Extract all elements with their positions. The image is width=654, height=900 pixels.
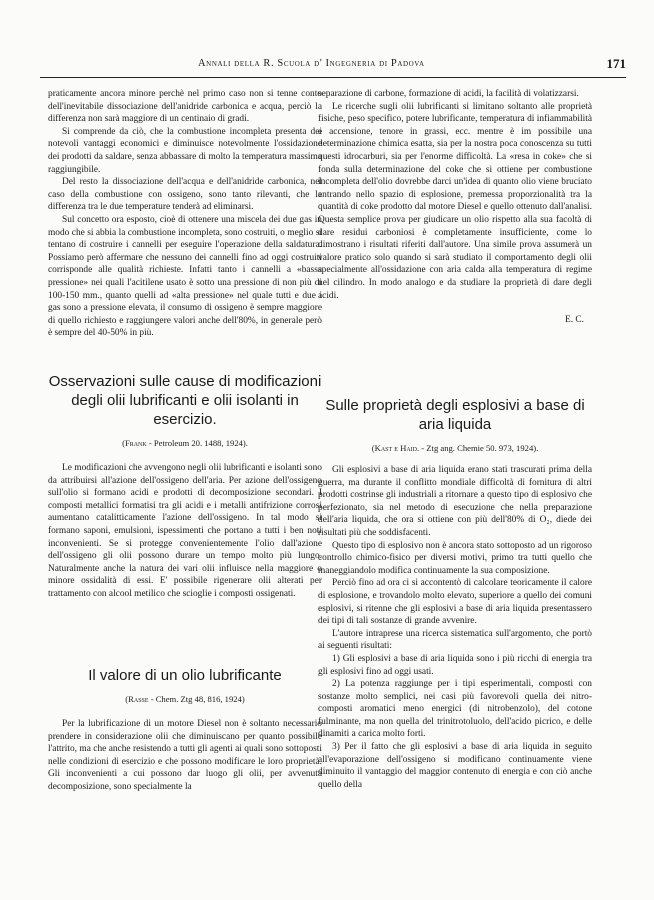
paragraph: L'autore intraprese una ricerca sistematica sull'argomento, che portò ai seguenti risultati: xyxy=(318,628,592,652)
right-column-top xyxy=(318,88,592,327)
paragraph: separazione di carbone, formazione di acidi, la facilità di volatizzarsi. xyxy=(318,89,579,99)
reference-author: Kast e Haid. xyxy=(374,443,420,453)
article-reference: (Frank - Petroleum 20. 1488, 1924). xyxy=(122,438,248,448)
paragraph: praticamente ancora minore perchè nel primo caso non si tenne conto dell'inevitabile dissociazione dell'anidride carbonica e acqua, perciò la differenza non sarà maggiore di un centinaio di gradi. xyxy=(48,89,322,125)
article-title: Il valore di un olio lubrificante xyxy=(88,667,282,684)
paragraph: Questo tipo di esplosivo non è ancora stato sottoposto ad un rigoroso controllo chimico-fisico per diversi motivi, primo tra tutti quello che maneggiandolo modifica continuamente la sua composizione. xyxy=(318,540,592,576)
list-item: 1) Gli esplosivi a base di aria liquida sono i più ricchi di energia tra gli esplosivi fino ad oggi usati. xyxy=(318,653,592,677)
header-rule xyxy=(40,77,626,78)
page-number: 171 xyxy=(606,56,626,71)
signature: E. C. xyxy=(564,315,584,326)
left-column-top xyxy=(48,88,322,340)
reference-author: Rasse xyxy=(128,694,149,704)
article-body: Le modificazioni che avvengono negli olii lubrificanti e isolanti sono da attribuirsi all'azione dell'ossigeno dell'aria. Per azione dell'ossigeno sull'olio si formano acidi e prodotti di decomposizione secondari. I composti metallici formatisi tra gli acidi e i metalli antifrizione corrosi aumentano catalitticamente l'azione dell'ossigeno. In tal modo si formano saponi, emulsioni, ispessimenti che portano a tutti i ben noti inconvenienti. Se si protegge convenientemente l'olio dall'azione dell'ossigeno gli olii possono durare un tempo molto più lungo. Naturalmente anche la natura dei vari olii influisce nella maggiore o minore ossidalità di essi. E' possibile rigenerare olii alterati per trattamento con alcool metilico che scioglie i composti ossigenati. xyxy=(48,463,322,599)
list-item: 3) Per il fatto che gli esplosivi a base di aria liquida in seguito all'evaporazione dell'ossigeno si modificano continuamente viene diminuito il vantaggio del maggior contenuto di energia e con ciò anche quello della xyxy=(318,742,592,790)
reference-source: - Ztg ang. Chemie 50. 973, 1924). xyxy=(421,443,539,453)
running-head: Annali della R. Scuola d' Ingegneria di Padova xyxy=(198,58,425,69)
article-reference: (Rasse - Chem. Ztg 48, 816, 1924) xyxy=(125,694,245,704)
paragraph: Del resto la dissociazione dell'acqua e dell'anidride carbonica, nel caso della combustione con ossigeno, sono tanto rilevanti, che la differenza tra le due temperature tenderà ad eliminarsi. xyxy=(48,177,322,213)
article-title: Sulle proprietà degli esplosivi a base di aria liquida xyxy=(325,397,585,433)
reference-source: - Petroleum 20. 1488, 1924). xyxy=(148,438,248,448)
article-cause-modificazioni xyxy=(48,372,322,601)
reference-source: - Chem. Ztg 48, 816, 1924) xyxy=(150,694,245,704)
running-header xyxy=(40,58,626,74)
paragraph: Gli esplosivi a base di aria liquida erano stati trascurati prima della guerra, ma durante il conflitto mondiale difficoltà di fornitura di altri prodotti costrinse gli industriali a ritornare a questo tipo di esplosivo che perfezionato, sia nel metodo di esecuzione che nella preparazione dell'aria liquida, che ora si ottiene con più dell'80% di O₂, diede dei risultati più che soddisfacenti. xyxy=(318,465,592,538)
reference-author: Frank xyxy=(124,438,147,448)
article-title: Osservazioni sulle cause di modificazioni degli olii lubrificanti e olii isolanti in esercizio. xyxy=(48,373,322,428)
article-reference: (Kast e Haid. - Ztg ang. Chemie 50. 973, 1924). xyxy=(371,443,539,453)
article-body: Per la lubrificazione di un motore Diesel non è soltanto necessario prendere in considerazione olii che diminuiscano per quanto possibile l'attrito, ma che anche resistendo a tutti gli agenti ai quali sono sottoposti nelle condizioni di esercizio e che possono modificare le loro proprietà. Gli inconvenienti a cui possono dar luogo gli olii, per avvenuta decomposizione, sono specialmente la xyxy=(48,719,322,792)
paragraph: Sul concetto ora esposto, cioè di ottenere una miscela dei due gas in modo che si abbia la combustione incompleta, sono costruiti, o meglio si tentano di costruire i cannelli per eseguire l'operazione della saldatura. Possiamo però affermare che nessuno dei cannelli fino ad oggi costruiti corrisponde alle qualità richieste. Infatti tanto i cannelli a «bassa pressione» nei quali l'acitilene usato è sotto una pressione di non più di 100-150 mm., quanto quelli ad «alta pressione» nel quale tutti e due i gas sono a pressione elevata, il consumo di ossigeno è sempre maggiore di quello richiesto e raggiungere valori anche dell'80%, in generale però è sempre del 40-50% in più. xyxy=(48,214,322,339)
article-esplosivi xyxy=(318,396,592,791)
paragraph: Le ricerche sugli olii lubrificanti si limitano soltanto alle proprietà fisiche, peso specifico, potere lubrificante, temperatura di infiammabilità e accensione, tenore in grassi, ecc. mentre è im possibile una determinazione chimica esatta, sia per la nostra poca conoscenza su tutti questi idrocarburi, sia per l'enorme difficoltà. La «resa in coke» che si fonda sulla determinazione del coke che si ottiene per combustione incompleta dell'olio dovrebbe darci un'idea di quanto olio viene bruciato entrando nello spazio di esplosione, premessa proporzionalità tra la quantità di coke prodotto dal motore Diesel e quello ottenuto dall'analisi. Questa semplice prova per giudicare un olio rispetto alla sua facoltà di dare residui carboniosi è completamente insufficiente, come lo dimostrano i risultati riferiti dall'autore. Una simile prova assumerà un valore pratico solo quando si sarà studiato il comportamento degli olii specialmente all'ossidazione con aria calda alla temperatura di regime nel cilindro. In modo analogo e da studiare la proprietà di dare degli acidi. xyxy=(318,101,592,301)
paragraph: Perciò fino ad ora ci si accontentò di calcolare teoricamente il calore di esplosione, e trovandolo molto elevato, superiore a quello dei comuni esplosivi, si ritenne che gli esplosivi a base di aria liquida presentassero dei tipi di tali sostanze di grande avvenire. xyxy=(318,578,592,627)
paragraph: Si comprende da ciò, che la combustione incompleta presenta dei notevoli vantaggi economici e diminuisce notevolmente l'ossidazione dei prodotti da saldare, senza abbassare di molto la temperatura massima raggiungibile. xyxy=(48,126,322,175)
list-item: 2) La potenza raggiunge per i tipi esperimentali, composti con sostanze molto semplici, nei casi più favorevoli quella dei nitro-composti aromatici meno energici (di nitrobenzolo), del cotone fulminante, ma non quella del trinitrotoluolo, dell'acido picrico, e delle dinamiti a carica molto forti. xyxy=(318,679,592,740)
article-valore-olio xyxy=(48,666,322,794)
